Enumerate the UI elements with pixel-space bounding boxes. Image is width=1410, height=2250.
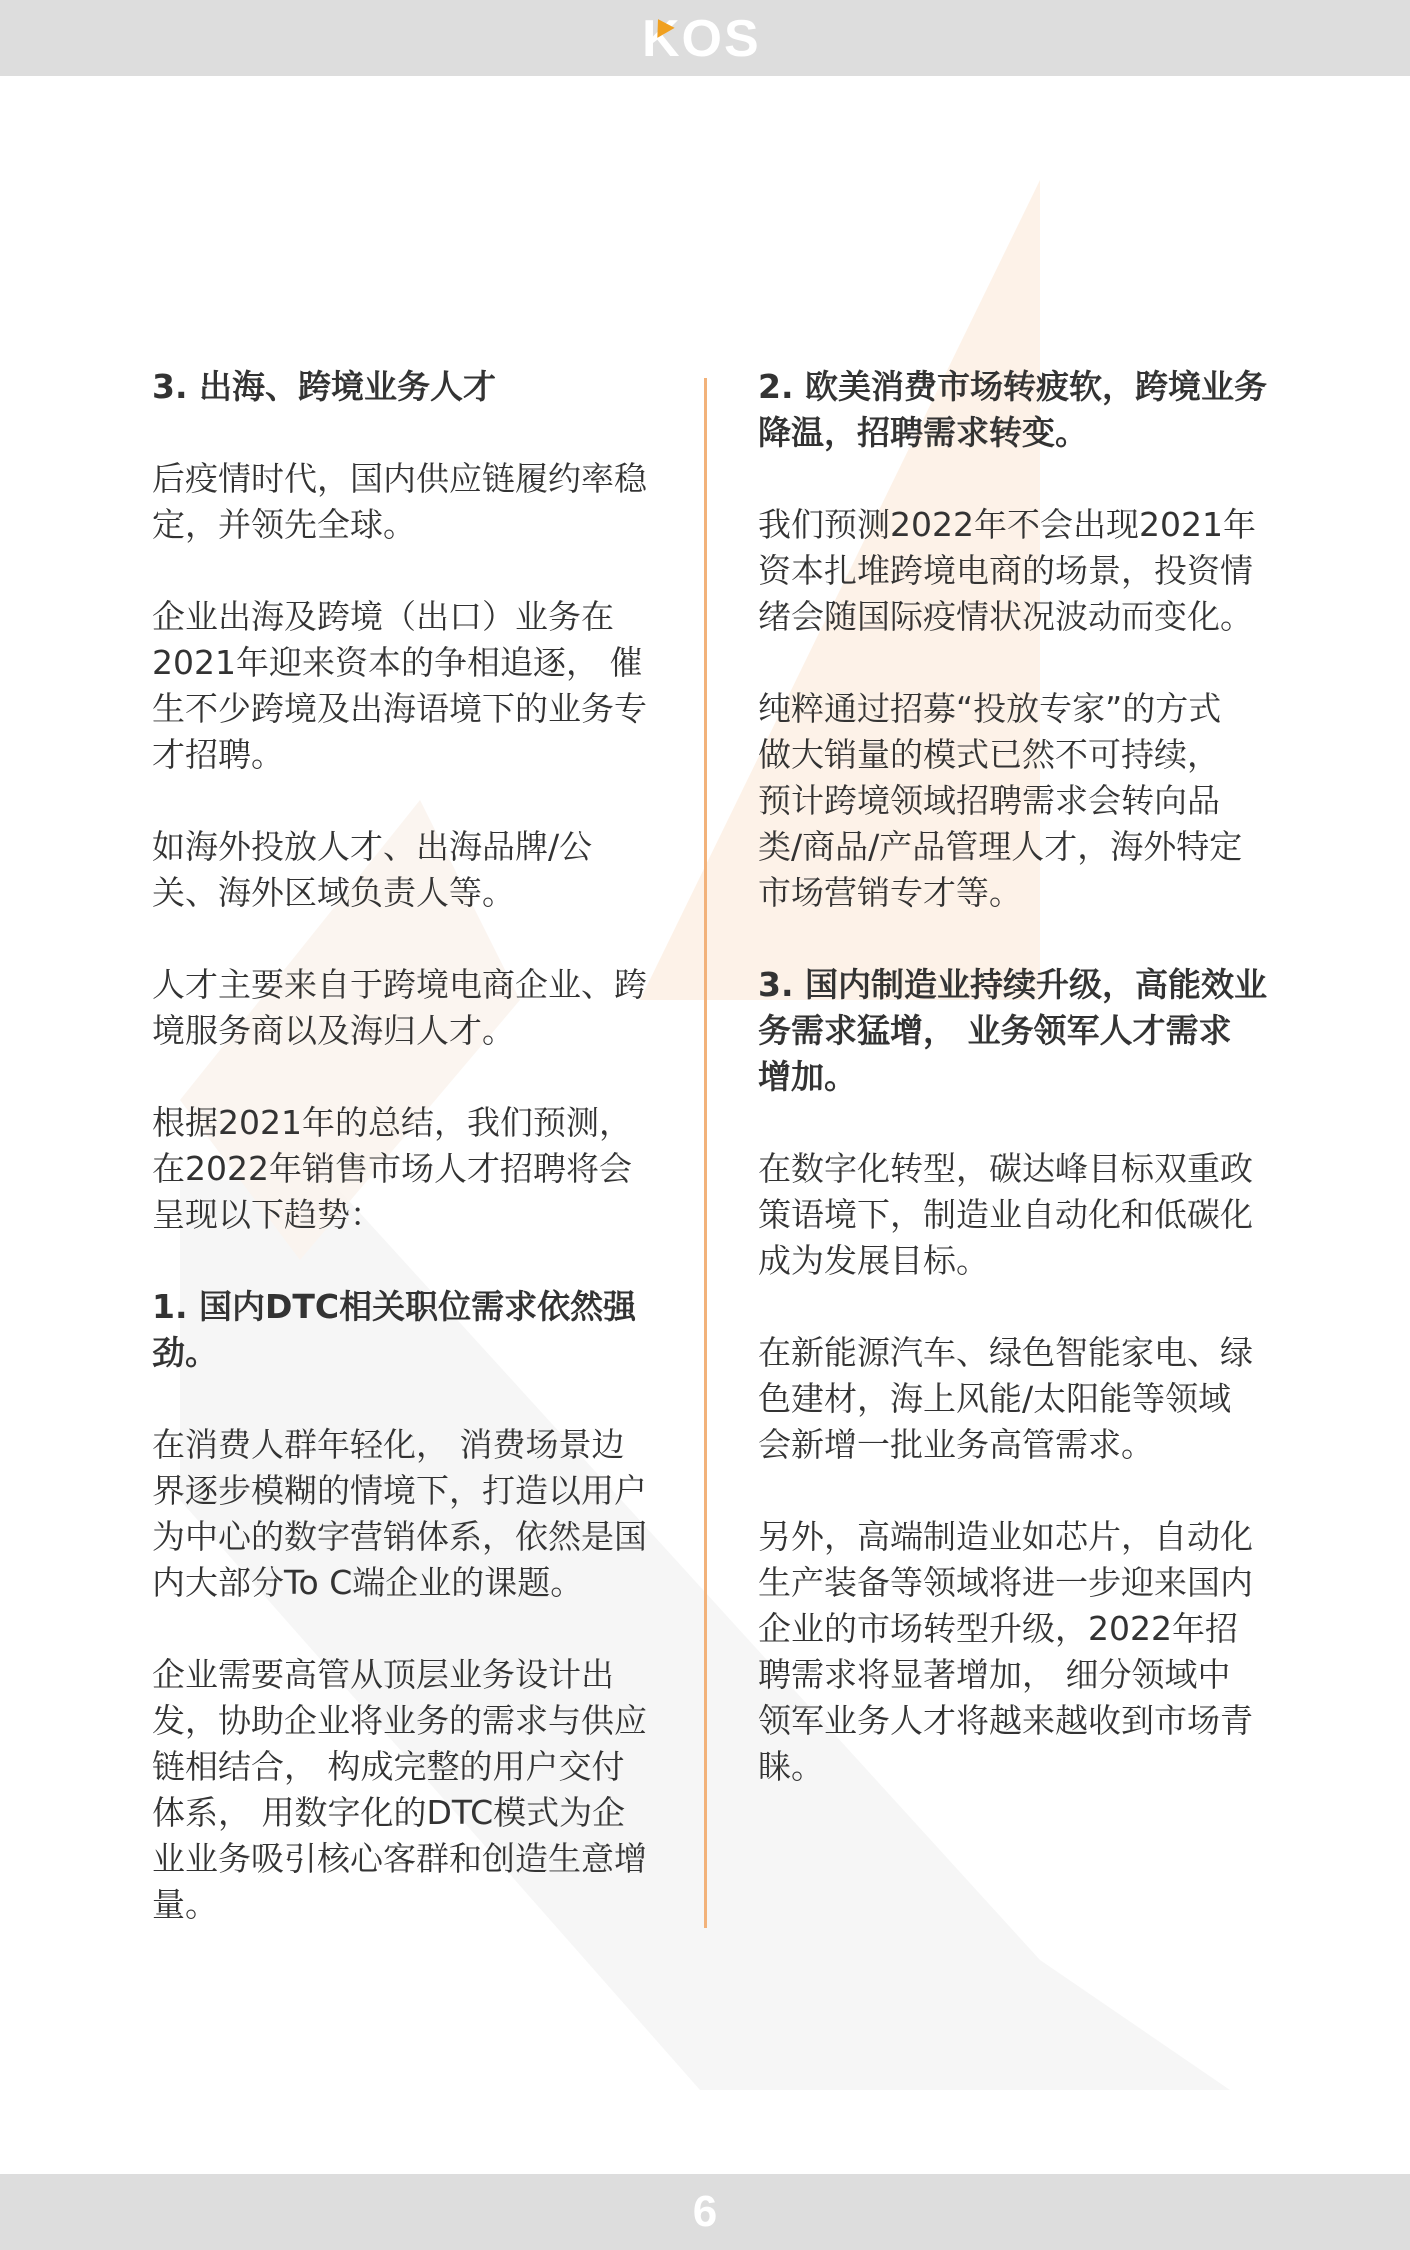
- section-heading: 3. 出海、跨境业务人才: [152, 367, 496, 406]
- paragraph: 根据2021年的总结，我们预测， 在2022年销售市场人才招聘将会 呈现以下趋势：: [152, 1103, 632, 1234]
- left-column: [152, 364, 672, 1974]
- paragraph: 后疫情时代，国内供应链履约率稳 定，并领先全球。: [152, 459, 647, 544]
- page-number: 6: [692, 2187, 718, 2236]
- trend-heading: 2. 欧美消费市场转疲软，跨境业务 降温，招聘需求转变。: [758, 367, 1267, 452]
- paragraph: 人才主要来自于跨境电商企业、跨 境服务商以及海归人才。: [152, 965, 647, 1050]
- paragraph: 我们预测2022年不会出现2021年 资本扎堆跨境电商的场景，投资情 绪会随国际疫情状况波动而变化。: [758, 505, 1256, 636]
- paragraph: 在新能源汽车、绿色智能家电、绿 色建材，海上风能/太阳能等领域 会新增一批业务高管需求。: [758, 1333, 1253, 1464]
- paragraph: 另外，高端制造业如芯片，自动化 生产装备等领域将进一步迎来国内 企业的市场转型升级，2022年招 聘需求将显著增加， 细分领域中 领军业务人才将越来越收到市场青 睐。: [758, 1517, 1253, 1786]
- paragraph: 在消费人群年轻化， 消费场景边 界逐步模糊的情境下，打造以用户 为中心的数字营销体系，依然是国 内大部分To C端企业的课题。: [152, 1425, 647, 1602]
- paragraph: 纯粹通过招募“投放专家”的方式 做大销量的模式已然不可持续， 预计跨境领域招聘需求会转向品 类/商品/产品管理人才，海外特定 市场营销专才等。: [758, 689, 1243, 912]
- right-column: [758, 364, 1278, 1836]
- paragraph: 如海外投放人才、出海品牌/公 关、海外区域负责人等。: [152, 827, 593, 912]
- paragraph: 企业出海及跨境（出口）业务在 2021年迎来资本的争相追逐， 催 生不少跨境及出海语境下的业务专 才招聘。: [152, 597, 647, 774]
- paragraph: 企业需要高管从顶层业务设计出 发，协助企业将业务的需求与供应 链相结合， 构成完整的用户交付 体系， 用数字化的DTC模式为企 业业务吸引核心客群和创造生意增 量。: [152, 1655, 647, 1924]
- trend-heading: 3. 国内制造业持续升级，高能效业 务需求猛增， 业务领军人才需求 增加。: [758, 965, 1267, 1096]
- column-divider: [704, 378, 707, 1928]
- logo-text: KOS: [642, 10, 761, 68]
- paragraph: 在数字化转型，碳达峰目标双重政 策语境下，制造业自动化和低碳化 成为发展目标。: [758, 1149, 1253, 1280]
- trend-heading: 1. 国内DTC相关职位需求依然强 劲。: [152, 1287, 637, 1372]
